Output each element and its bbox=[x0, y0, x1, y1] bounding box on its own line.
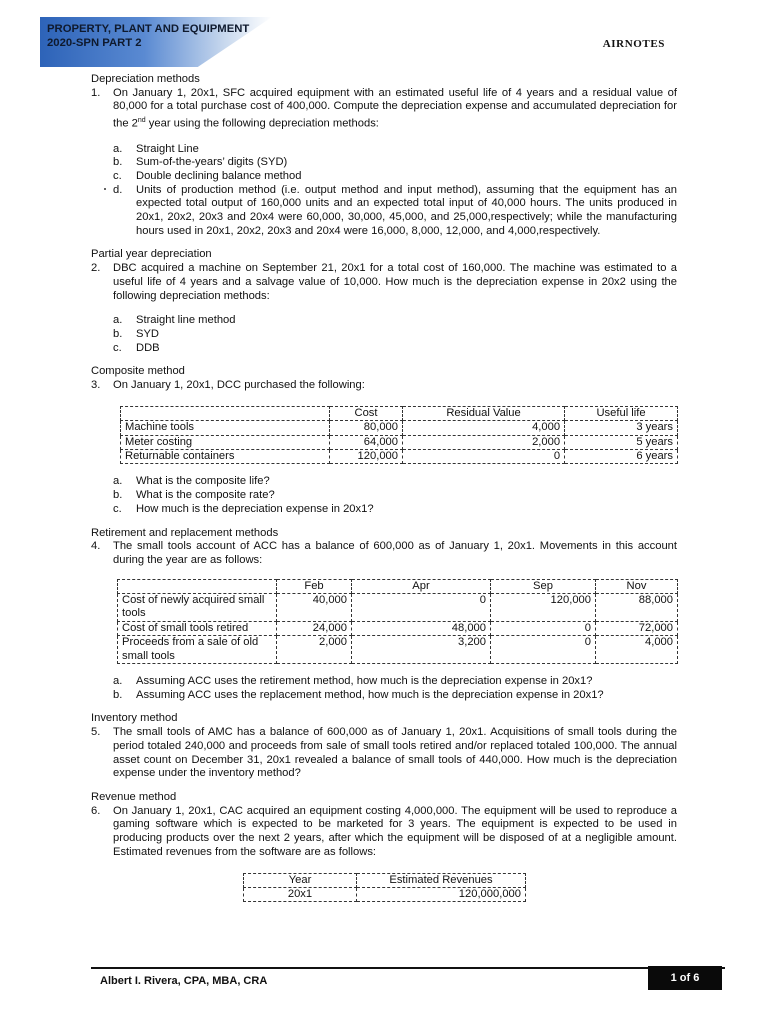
option-item: a. Straight line method bbox=[113, 314, 236, 327]
table-header-row: Feb Apr Sep Nov bbox=[118, 579, 678, 593]
section-heading: Inventory method bbox=[91, 712, 178, 725]
brand-logo: AIRNOTES bbox=[602, 38, 665, 50]
revenue-table bbox=[243, 873, 526, 903]
option-item: c. How much is the depreciation expense in 20x1? bbox=[113, 502, 374, 515]
question-6: 6. On January 1, 20x1, CAC acquired an equipment costing 4,000,000. The equipment will be used to reproduce a gaming software which is expected to be marketed for 3 years. The equipment is expected to be used in producing products over the next 2 years, after which the equipment will be disposed of at a negligible amount. Estimated revenues from the software are as follows: bbox=[91, 804, 677, 858]
option-list bbox=[113, 475, 677, 516]
question-number: 1. bbox=[91, 86, 101, 99]
option-item: a. What is the composite life? bbox=[113, 475, 270, 488]
question-text: On January 1, 20x1, SFC acquired equipment with an estimated useful life of 4 years and a residual value of 80,000 for a total purchase cost of 400,000. Compute the depreciation expense and accumulated depreciation for the 2 bbox=[113, 86, 677, 130]
footer-divider bbox=[91, 967, 725, 969]
section-heading: Partial year depreciation bbox=[91, 248, 212, 261]
table-row: Cost of small tools retired 24,000 48,000 0 72,000 bbox=[118, 621, 678, 635]
question-5: 5. The small tools of AMC has a balance of 600,000 as of January 1, 20x1. Acquisitions of small tools during the period totaled 240,000 and proceeds from sale of small tools retired and/or replaced totaled 100,000. The annual asset count on December 31, 20x1 revealed a balance of small tools of 440,000. How much is the depreciation expense under the inventory method? bbox=[91, 726, 677, 780]
composite-table bbox=[120, 406, 678, 465]
header-title bbox=[47, 22, 249, 50]
option-list bbox=[113, 143, 677, 239]
option-item: b. What is the composite rate? bbox=[113, 489, 275, 502]
option-item: b. Assuming ACC uses the replacement method, how much is the depreciation expense in 20x1? bbox=[113, 688, 604, 701]
option-list bbox=[113, 314, 677, 355]
option-item: b. Sum-of-the-years’ digits (SYD) bbox=[113, 156, 288, 169]
cursor-dot bbox=[104, 188, 106, 190]
table-row: Cost of newly acquired small tools 40,000 0 120,000 88,000 bbox=[118, 594, 678, 622]
section-heading: Revenue method bbox=[91, 791, 177, 803]
table-header-row: Cost Residual Value Useful life bbox=[121, 406, 678, 420]
footer-author: Albert I. Rivera, CPA, MBA, CRA bbox=[100, 975, 268, 987]
table-row: Meter costing 64,000 2,000 5 years bbox=[121, 435, 678, 449]
small-tools-table bbox=[117, 579, 678, 664]
option-list bbox=[113, 675, 677, 702]
question-4: 4. The small tools account of ACC has a balance of 600,000 as of January 1, 20x1. Movements in this account during the year are as follows: bbox=[91, 540, 677, 566]
header-title-line2: 2020-SPN PART 2 bbox=[47, 37, 142, 49]
table-row: 20x1 120,000,000 bbox=[244, 887, 526, 901]
section-heading: Retirement and replacement methods bbox=[91, 526, 279, 539]
page-number: 1 of 6 bbox=[648, 966, 722, 990]
header-title-line1: PROPERTY, PLANT AND EQUIPMENT bbox=[47, 23, 250, 35]
table-row: Returnable containers 120,000 0 6 years bbox=[121, 450, 678, 464]
question-text: year using the following depreciation methods: bbox=[145, 117, 379, 130]
section-heading: Depreciation methods bbox=[91, 73, 200, 85]
option-item: b. SYD bbox=[113, 327, 160, 340]
section-heading: Composite method bbox=[91, 365, 185, 378]
table-row: Proceeds from a sale of old small tools 2,000 3,200 0 4,000 bbox=[118, 636, 678, 664]
question-3: 3. On January 1, 20x1, DCC purchased the following: bbox=[91, 379, 365, 392]
option-item: a. Straight Line bbox=[113, 142, 199, 155]
option-item: d. Units of production method (i.e. output method and input method), assuming that the equipment has an expected total output of 160,000 units and an expected total input of 40,000 hours. The units produced in 20x1, 20x2, 20x3 and 20x4 were 60,000, 30,000, 45,000, and 25,000,respectively; while the manufacturing hours used in 20x1, 20x2, 20x3 and 20x4 were 16,000, 8,000, 12,000, and 4,000,respectively. bbox=[113, 183, 677, 237]
superscript: nd bbox=[137, 117, 146, 125]
option-item: a. Assuming ACC uses the retirement method, how much is the depreciation expense in 20x1? bbox=[113, 675, 593, 688]
document-body bbox=[91, 73, 677, 902]
table-header-row: Year Estimated Revenues bbox=[244, 873, 526, 887]
question-1 bbox=[91, 87, 677, 132]
option-item: c. DDB bbox=[113, 341, 160, 354]
question-2: 2. DBC acquired a machine on September 21, 20x1 for a total cost of 160,000. The machine was estimated to a useful life of 4 years and a salvage value of 10,000. How much is the depreciation expense in 20x2 using the following depreciation methods: bbox=[91, 262, 677, 302]
table-row: Machine tools 80,000 4,000 3 years bbox=[121, 421, 678, 435]
option-item: c. Double declining balance method bbox=[113, 169, 302, 182]
